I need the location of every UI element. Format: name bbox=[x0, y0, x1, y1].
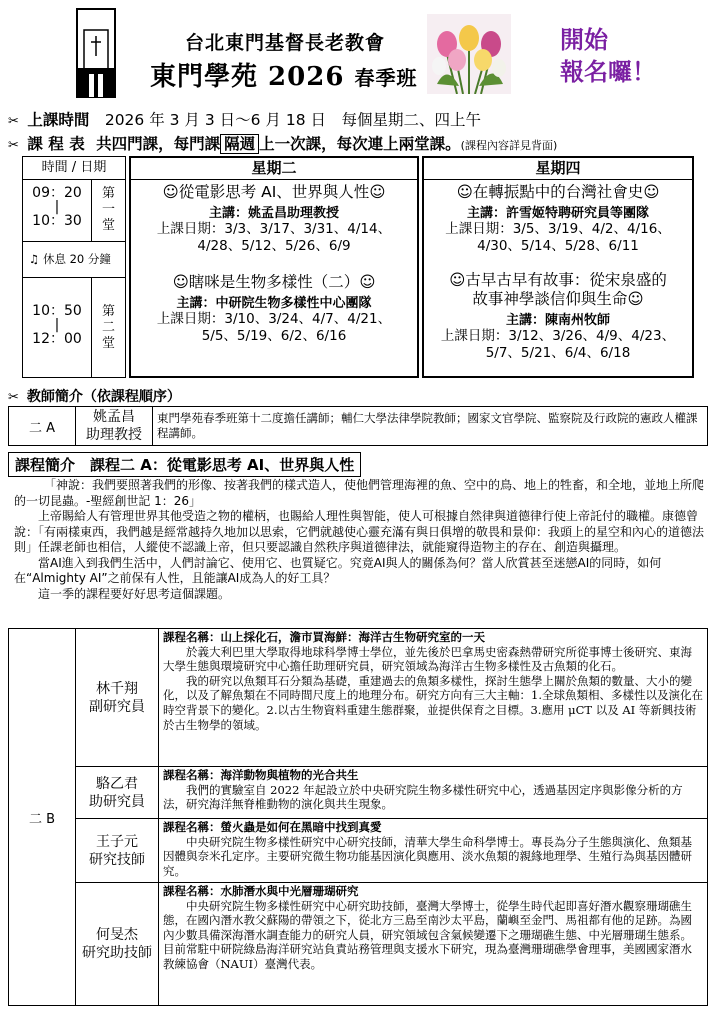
bio-text-cell bbox=[159, 819, 708, 883]
tue-course1-dates-1: 上課日期：3/3、3/17、3/31、4/14、 bbox=[156, 221, 392, 237]
page-title bbox=[150, 56, 417, 93]
bio-title: 研究技師 bbox=[89, 851, 145, 868]
schedule-table bbox=[22, 156, 710, 378]
class-time-label: 上課時間 bbox=[27, 111, 90, 129]
class-time-value: 2026 年 3 月 3 日～6 月 18 日 每個星期二、四上午 bbox=[104, 111, 481, 129]
course-intro-label: 課程簡介 課程二 A：從電影思考 AI、世界與人性 bbox=[8, 452, 361, 477]
bio-paragraph: 我的研究以魚類耳石分類為基礎，重建過去的魚類多樣性，探討生態學上關於魚類的數量、大小的變化，以及了解魚類在不同時間尺度上的地理分布。研究方向有三大主軸：1.全球魚類相、多樣性以及演化在時空背景下的變化。2.以古生物資料重建生態群聚，並提供保育之目標。3.應用 μCT 以及 AI 等新興技術於古生物學的領域。 bbox=[163, 673, 703, 732]
thu-course1-dates-2: 4/30、5/14、5/28、6/11 bbox=[477, 238, 639, 254]
bio-title: 助研究員 bbox=[89, 793, 145, 810]
bio-name-cell bbox=[76, 767, 159, 819]
bio-name: 何旻杰 bbox=[96, 927, 138, 943]
thu-course1-lecturer: 主講：許雪姬特聘研究員等團隊 bbox=[466, 206, 649, 221]
schedule-label: 課 程 表 bbox=[27, 135, 85, 153]
title-season: 春季班 bbox=[354, 66, 418, 90]
bio-title: 副研究員 bbox=[89, 698, 145, 715]
teacher-intro-table bbox=[8, 406, 708, 446]
title-main: 東門學苑 2026 bbox=[150, 62, 345, 92]
thu-course2-title-2: 故事神學談信仰與生命☺ bbox=[472, 290, 644, 308]
bio-paragraph: 中央研究院生物多樣性研究中心研究助技師，臺灣大學博士，從學生時代起即喜好潛水觀察珊瑚礁生態，在國內潛水教父蘇陽的帶領之下，從北方三島至南沙太平島，蘭嶼至金門、馬祖都有他的足跡。為國內少數具備深海潛水調查能力的研究人員，研究領域包含氣候變遷下之珊瑚礁生態、中光層珊瑚生態系。目前常駐中研院綠島海洋研究站負責站務管理與支援水下研究，現為臺灣珊瑚礁學會理事，美國國家潛水教練協會（NAUI）臺灣代表。 bbox=[163, 898, 692, 971]
break-label: ♫ 休息 20 分鐘 bbox=[22, 242, 126, 278]
bio-name-cell bbox=[76, 629, 159, 767]
teacher-title: 助理教授 bbox=[86, 427, 142, 443]
intro-paragraph-1: 「神說：我們要照著我們的形像、按著我們的樣式造人，使他們管理海裡的魚、空中的鳥、地上的牲畜，和全地，並地上所爬的一切昆蟲。-聖經創世記 1：26」 bbox=[14, 478, 705, 508]
course-intro-heading bbox=[8, 452, 361, 477]
teacher-intro-label: 教師簡介（依課程順序） bbox=[26, 389, 181, 405]
slot2-time: 10：50 | 12：00 bbox=[22, 278, 92, 378]
bio-course-title: 課程名稱：山上採化石，澹市買海鮮：海洋古生物研究室的一天 bbox=[163, 630, 485, 644]
thu-course1-dates-1: 上課日期：3/5、3/19、4/2、4/16、 bbox=[445, 221, 671, 237]
schedule-row bbox=[8, 132, 557, 154]
bio-paragraph: 中央研究院生物多樣性研究中心研究技師，清華大學生命科學博士。專長為分子生態與演化、魚類基因體與奈米孔定序。主要研究微生物功能基因演化與應用、淡水魚類的親緣地理學、生殖行為與基因體研究。 bbox=[163, 834, 692, 878]
intro-paragraph-4: 這一季的課程要好好思考這個課題。 bbox=[38, 586, 231, 601]
bio-course-title: 課程名稱：螢火蟲是如何在黑暗中找到真愛 bbox=[163, 820, 382, 834]
bio-title: 研究助技師 bbox=[82, 945, 152, 961]
bio-course-title: 課程名稱：海洋動物與植物的光合共生 bbox=[163, 768, 359, 782]
teacher-desc: 東門學苑春季班第十二度擔任講師；輔仁大學法律學院教師；國家文官學院、監察院及行政院的憲政人權課程講師。 bbox=[153, 407, 708, 446]
bio-course-code: 二 B bbox=[9, 629, 76, 1006]
bio-course-title: 課程名稱：水肺潛水與中光層珊瑚研究 bbox=[163, 884, 359, 898]
teacher-course-code: 二 A bbox=[9, 407, 76, 446]
thu-course2-dates-1: 上課日期：3/12、3/26、4/9、4/23、 bbox=[440, 328, 676, 344]
bio-name: 駱乙君 bbox=[96, 775, 138, 792]
thu-course2-title-1: ☺古早古早有故事：從宋泉盛的 bbox=[449, 271, 667, 289]
tue-course2-dates-2: 5/5、5/19、6/2、6/16 bbox=[201, 328, 347, 344]
slot1-start: 09：20 bbox=[32, 185, 82, 201]
tulip-flowers-image bbox=[427, 14, 511, 94]
scissors-icon: ✂ bbox=[8, 138, 19, 153]
thursday-column bbox=[422, 156, 694, 378]
bio-text-cell bbox=[159, 883, 708, 1006]
scissors-icon: ✂ bbox=[8, 390, 19, 405]
schedule-desc-a: 共四門課，每門課 bbox=[96, 135, 221, 153]
bio-name-cell bbox=[76, 883, 159, 1006]
class-time-row bbox=[8, 108, 481, 130]
slot1-end: 10：30 bbox=[32, 213, 82, 229]
bio-paragraph: 於義大利巴里大學取得地球科學博士學位，並先後於巴拿馬史密森熱帶研究所從事博士後研究、東海大學生態與環境研究中心擔任助理研究員，研究領域為海洋古生物多樣性及古魚類的化石。 bbox=[163, 644, 692, 674]
tue-course1-dates-2: 4/28、5/12、5/26、6/9 bbox=[197, 238, 351, 254]
slot2-end: 12：00 bbox=[32, 331, 82, 347]
tuesday-header: 星期二 bbox=[131, 158, 417, 180]
thu-course2-lecturer: 主講：陳南州牧師 bbox=[505, 313, 610, 328]
intro-paragraph-2: 上帝賜給人有管理世界其他受造之物的權柄，也賜給人理性與智能，使人可根據自然律與道德律行使上帝託付的職權。康德曾說：「有兩樣東西，我們越是經常越持久地加以思索，它們就越使心靈充滿有與日俱增的敬畏和景仰：我頭上的星空和內心的道德法則」任課老師也相信，人縱使不認識上帝，但只要認識自然秩序與道德律法，就能窺得造物主的存在、創造與攝理。 bbox=[14, 509, 705, 554]
bio-name: 王子元 bbox=[96, 833, 138, 850]
slot1-label: 第一堂 bbox=[92, 180, 126, 242]
scissors-icon: ✂ bbox=[8, 114, 19, 129]
tue-course1-lecturer: 主講：姚孟昌助理教授 bbox=[208, 206, 339, 221]
church-logo bbox=[76, 8, 116, 98]
slot2-label: 第二堂 bbox=[92, 278, 126, 378]
tue-course2-lecturer: 主講：中研院生物多樣性中心團隊 bbox=[176, 296, 372, 311]
schedule-desc-box: 隔週 bbox=[220, 134, 259, 154]
thu-course1-title: ☺在轉振點中的台灣社會史☺ bbox=[456, 183, 660, 201]
teacher-name: 姚孟昌 bbox=[93, 409, 135, 425]
tue-course1-title: ☺從電影思考 AI、世界與人性☺ bbox=[162, 183, 386, 201]
bio-text-cell bbox=[159, 767, 708, 819]
tuesday-column bbox=[129, 156, 419, 378]
slot1-time: 09：20 | 10：30 bbox=[22, 180, 92, 242]
bio-text-cell bbox=[159, 629, 708, 767]
intro-paragraph-3: 當AI進入到我們生活中，人們討論它、使用它、也質疑它。究竟AI與人的關係為何？當人欣賞甚至迷戀AI的同時，如何在“Almighty AI”之前保有人性，且能讓AI成為人的好工具？ bbox=[14, 555, 662, 585]
lecturer-bio-table bbox=[8, 628, 708, 1006]
course-intro-text bbox=[14, 478, 704, 602]
church-name: 台北東門基督長老教會 bbox=[185, 32, 386, 54]
registration-callout bbox=[560, 24, 656, 88]
thu-course2-dates-2: 5/7、5/21、6/4、6/18 bbox=[485, 345, 631, 361]
schedule-note: (課程內容詳見背面) bbox=[460, 139, 558, 152]
tue-course2-title: ☺瞎咪是生物多樣性（二）☺ bbox=[172, 273, 376, 291]
tue-course2-dates-1: 上課日期：3/10、3/24、4/7、4/21、 bbox=[156, 311, 392, 327]
time-date-header: 時間 / 日期 bbox=[22, 156, 126, 180]
thursday-header: 星期四 bbox=[424, 158, 692, 180]
bio-name: 林千翔 bbox=[96, 680, 138, 697]
cta-line-2: 報名囉！ bbox=[560, 58, 656, 86]
cta-line-1: 開始 bbox=[560, 26, 608, 54]
bio-paragraph: 我們的實驗室自 2022 年起設立於中央研究院生物多樣性研究中心，透過基因定序與影像分析的方法，研究海洋無脊椎動物的演化與共生現象。 bbox=[163, 782, 683, 812]
slot2-start: 10：50 bbox=[32, 303, 82, 319]
teacher-intro-heading bbox=[8, 386, 181, 406]
schedule-desc-b: 上一次課，每次連上兩堂課。 bbox=[259, 135, 461, 153]
teacher-name-cell bbox=[76, 407, 153, 446]
bio-name-cell bbox=[76, 819, 159, 883]
